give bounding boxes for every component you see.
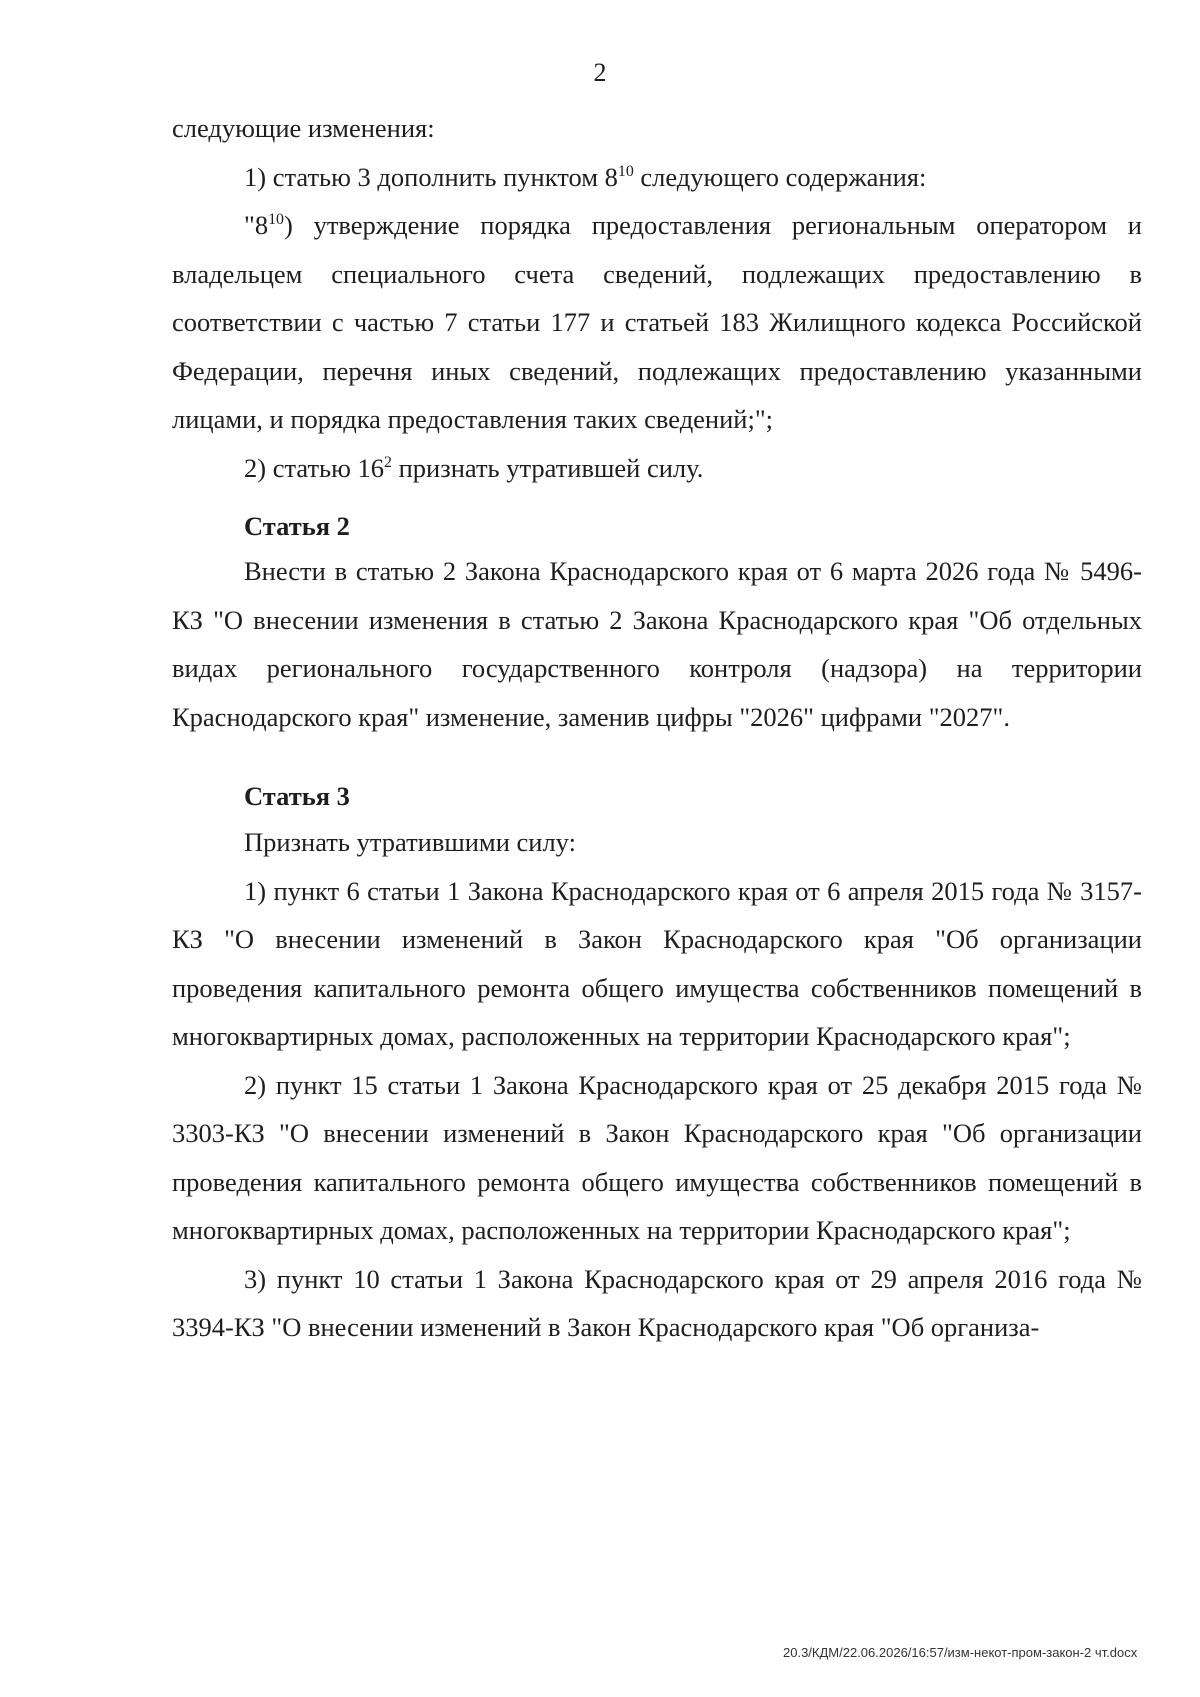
file-path-footer: 20.3/КДМ/22.06.2026/16:57/изм-некот-пром-закон-2 чт.docx <box>783 1645 1138 1660</box>
item2-text: 2) статью 16 <box>244 452 385 483</box>
quote-superscript: 10 <box>268 211 284 229</box>
amendment-block-1 <box>172 104 1142 492</box>
article-3-body <box>172 818 1142 1352</box>
amendment-item-1 <box>172 153 1142 202</box>
quote-open: "8 <box>244 210 269 240</box>
repeal-item-3: 3) пункт 10 статьи 1 Закона Краснодарского края от 29 апреля 2016 года № 3394-КЗ "О внесении изменений в Закон Краснодарского края "Об организа- <box>172 1263 1142 1342</box>
article-2-heading: Статья 2 <box>244 511 350 541</box>
item2-superscript: 2 <box>384 453 392 471</box>
intro-continuation: следующие изменения: <box>172 113 435 143</box>
page-number: 2 <box>593 58 607 87</box>
item1-superscript: 10 <box>617 162 634 180</box>
item2-text-after: признать утратившей силу. <box>391 452 704 483</box>
article-3-lead: Признать утратившими силу: <box>244 827 576 857</box>
quoted-point <box>172 201 1142 444</box>
article-3-heading: Статья 3 <box>244 781 350 811</box>
amendment-item-2 <box>172 444 1142 493</box>
repeal-item-2: 2) пункт 15 статьи 1 Закона Краснодарского края от 25 декабря 2015 года № 3303-КЗ "О внесении изменений в Закон Краснодарского края "Об организации проведения капитального ремонта общего имущества собственников помещений в многоквартирных домах, расположенных на территории Краснодарского края"; <box>172 1069 1142 1245</box>
item1-text: 1) статью 3 дополнить пунктом 8 <box>244 161 618 192</box>
repeal-item-1: 1) пункт 6 статьи 1 Закона Краснодарского края от 6 апреля 2015 года № 3157-КЗ "О внесении изменений в Закон Краснодарского края "Об организации проведения капитального ремонта общего имущества собственников помещений в многоквартирных домах, расположенных на территории Краснодарского края"; <box>172 875 1142 1051</box>
article-2-text: Внести в статью 2 Закона Краснодарского края от 6 марта 2026 года № 5496-КЗ "О внесении изменения в статью 2 Закона Краснодарского края "Об отдельных видах регионального государственного контроля (надзора) на территории Краснодарского края" изменение, заменив цифры "2026" цифрами "2027". <box>172 556 1142 732</box>
quote-text: ) утверждение порядка предоставления региональным оператором и владельцем специального счета сведений, подлежащих предоставлению в соответствии с частью 7 статьи 177 и статьей 183 Жилищного кодекса Российской Федерации, перечня иных сведений, подлежащих предоставлению указанными лицами, и порядка предоставления таких сведений;"; <box>172 210 1142 434</box>
item1-text-after: следующего содержания: <box>633 161 927 192</box>
